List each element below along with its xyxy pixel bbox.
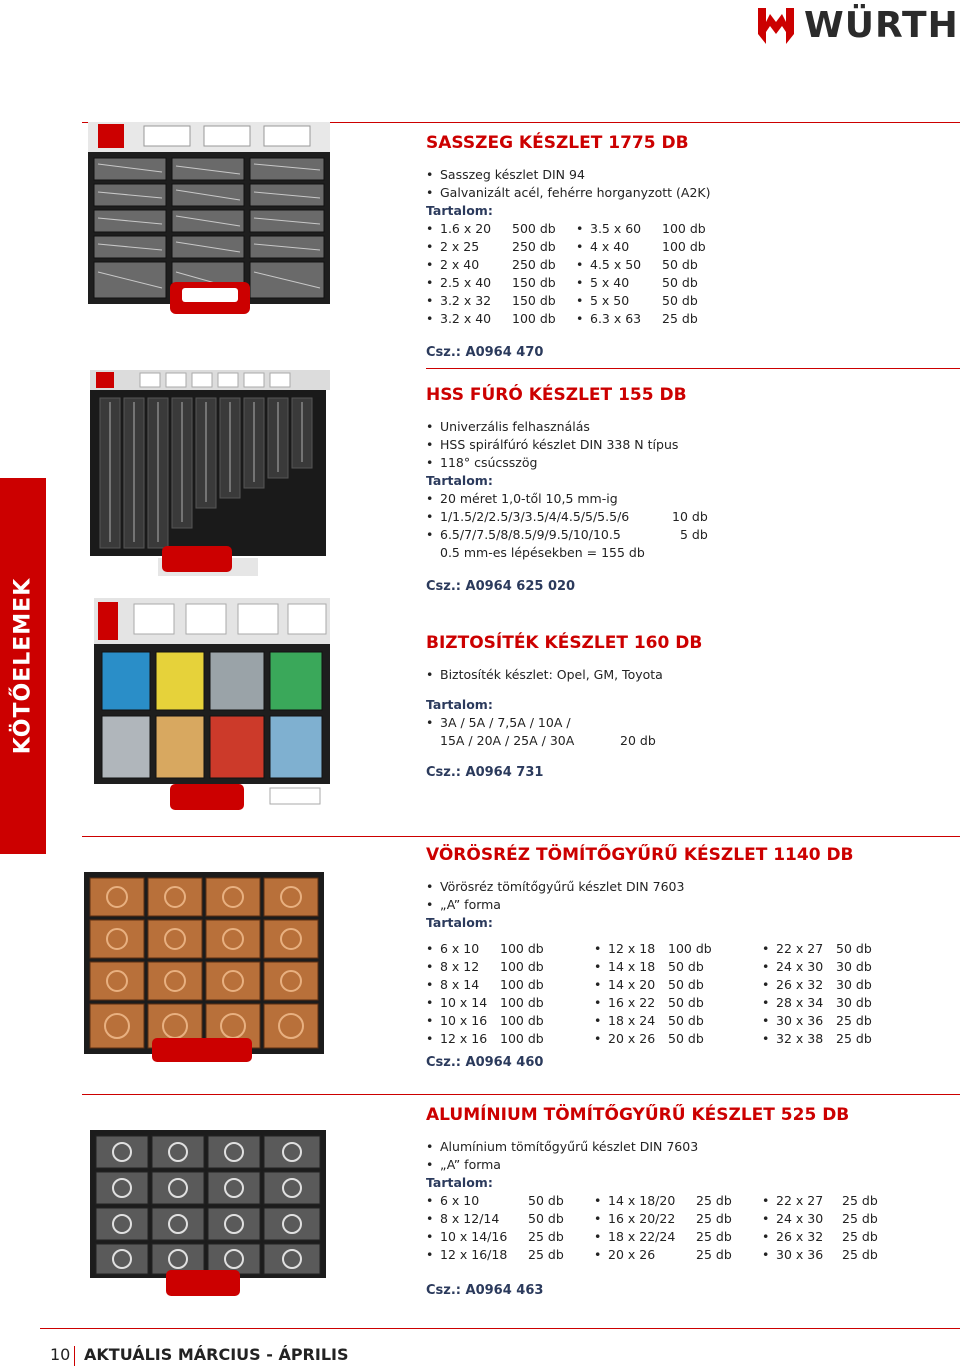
order-code-label: Csz.:	[426, 765, 461, 780]
item-qty: 30 db	[836, 995, 872, 1010]
content-column-1	[426, 940, 594, 1048]
item-size: 16 x 22	[608, 995, 656, 1010]
item-size: 20 x 26	[608, 1031, 656, 1046]
item-size: 15A / 20A / 25A / 30A	[440, 733, 575, 748]
content-column-1	[426, 220, 576, 328]
bullet: • Galvanizált acél, fehérre horganyzott (A2K)	[426, 184, 946, 202]
item-size: 14 x 18	[608, 959, 656, 974]
item-size: 22 x 27	[776, 941, 824, 956]
bullet: • 118° csúcsszög	[426, 454, 946, 472]
item-size: 16 x 20/22	[608, 1211, 676, 1226]
item-size: 12 x 16	[440, 1031, 488, 1046]
item-size: 2 x 40	[440, 257, 480, 272]
item-qty: 20 db	[620, 733, 656, 748]
note: 0.5 mm-es lépésekben = 155 db	[440, 545, 645, 560]
item-qty: 100 db	[668, 941, 712, 956]
aluminium-washer-case-photo	[90, 1130, 326, 1298]
footer-title: AKTUÁLIS MÁRCIUS - ÁPRILIS	[84, 1345, 349, 1364]
item-size: 32 x 38	[776, 1031, 824, 1046]
item-qty: 100 db	[500, 959, 544, 974]
item-size: 10 x 14/16	[440, 1229, 508, 1244]
item-qty: 25 db	[696, 1247, 732, 1262]
order-code-value: A0964 731	[465, 765, 544, 780]
order-code	[426, 764, 946, 782]
item-qty: 50 db	[668, 1013, 704, 1028]
item-qty: 10 db	[672, 509, 708, 524]
section-copper-washer-set	[426, 844, 946, 1072]
item-size: 6 x 10	[440, 1193, 480, 1208]
section-title: BIZTOSÍTÉK KÉSZLET 160 DB	[426, 633, 703, 653]
item-size: 30 x 36	[776, 1247, 824, 1262]
item-qty: 100 db	[500, 1031, 544, 1046]
bullet: • „A” forma	[426, 896, 946, 914]
item-qty: 100 db	[500, 1013, 544, 1028]
order-code	[426, 1282, 946, 1300]
content-label: Tartalom:	[426, 473, 493, 488]
item-qty: 25 db	[842, 1247, 878, 1262]
fuse-case-photo	[94, 598, 330, 812]
order-code-value: A0964 625 020	[465, 579, 576, 594]
item-size: 14 x 18/20	[608, 1193, 676, 1208]
item-size: 20 x 26	[608, 1247, 656, 1262]
item-size: 14 x 20	[608, 977, 656, 992]
item-qty: 100 db	[500, 977, 544, 992]
item-size: 30 x 36	[776, 1013, 824, 1028]
item-size: 4 x 40	[590, 239, 630, 254]
section-fuse-set	[426, 632, 946, 782]
item-qty: 150 db	[512, 275, 556, 290]
item-qty: 100 db	[500, 941, 544, 956]
item-size: 26 x 32	[776, 1229, 824, 1244]
item-size: 20 méret 1,0-től 10,5 mm-ig	[440, 491, 618, 506]
item-size: 1.6 x 20	[440, 221, 492, 236]
item-size: 18 x 22/24	[608, 1229, 676, 1244]
content-label: Tartalom:	[426, 697, 493, 712]
item-qty: 25 db	[696, 1229, 732, 1244]
order-code-label: Csz.:	[426, 579, 461, 594]
item-size: 3.2 x 40	[440, 311, 492, 326]
item-qty: 25 db	[842, 1193, 878, 1208]
content-label: Tartalom:	[426, 915, 493, 930]
section-cotter-pin-set	[426, 132, 946, 362]
item-size: 2 x 25	[440, 239, 480, 254]
item-qty: 50 db	[668, 1031, 704, 1046]
content-column-1	[426, 1192, 594, 1264]
section-title: SASSZEG KÉSZLET 1775 DB	[426, 133, 689, 153]
item-qty: 50 db	[662, 257, 698, 272]
bullet: • Sasszeg készlet DIN 94	[426, 166, 946, 184]
item-size: 8 x 14	[440, 977, 480, 992]
content-column-2	[594, 940, 762, 1048]
bullet: • HSS spirálfúró készlet DIN 338 N típus	[426, 436, 946, 454]
item-qty: 30 db	[836, 977, 872, 992]
item-size: 5 x 40	[590, 275, 630, 290]
order-code-value: A0964 470	[465, 345, 544, 360]
item-size: 28 x 34	[776, 995, 824, 1010]
item-qty: 25 db	[696, 1211, 732, 1226]
item-qty: 100 db	[662, 221, 706, 236]
item-size: 6.5/7/7.5/8/8.5/9/9.5/10/10.5	[440, 527, 621, 542]
item-size: 3.2 x 32	[440, 293, 492, 308]
cotter-pin-case-photo	[84, 122, 334, 318]
item-qty: 250 db	[512, 239, 556, 254]
item-size: 3.5 x 60	[590, 221, 642, 236]
item-qty: 25 db	[662, 311, 698, 326]
item-qty: 50 db	[528, 1211, 564, 1226]
content-column-3	[762, 1192, 912, 1264]
bullet: • Vörösréz tömítőgyűrű készlet DIN 7603	[426, 878, 946, 896]
footer-divider	[74, 1346, 75, 1366]
item-qty: 500 db	[512, 221, 556, 236]
item-size: 6 x 10	[440, 941, 480, 956]
item-size: 26 x 32	[776, 977, 824, 992]
wurth-logo	[756, 4, 960, 48]
item-size: 10 x 14	[440, 995, 488, 1010]
item-size: 24 x 30	[776, 1211, 824, 1226]
order-code	[426, 578, 946, 596]
order-code	[426, 1054, 946, 1072]
order-code-value: A0964 460	[465, 1055, 544, 1070]
copper-washer-case-photo	[84, 872, 324, 1064]
item-size: 2.5 x 40	[440, 275, 492, 290]
item-qty: 25 db	[836, 1013, 872, 1028]
section-hss-drill-set	[426, 384, 946, 596]
item-size: 8 x 12/14	[440, 1211, 500, 1226]
wurth-logo-mark-icon	[756, 4, 796, 48]
rule-aluminium	[82, 1094, 960, 1095]
category-side-tab	[0, 478, 46, 854]
page-number: 10	[50, 1345, 71, 1364]
item-size: 10 x 16	[440, 1013, 488, 1028]
section-title: HSS FÚRÓ KÉSZLET 155 DB	[426, 385, 687, 405]
item-qty: 150 db	[512, 293, 556, 308]
bullet: • Alumínium tömítőgyűrű készlet DIN 7603	[426, 1138, 946, 1156]
content-label: Tartalom:	[426, 1175, 493, 1190]
rule-footer	[40, 1328, 960, 1329]
item-qty: 50 db	[836, 941, 872, 956]
item-qty: 50 db	[528, 1193, 564, 1208]
brand-name: WÜRTH	[804, 5, 959, 46]
item-size: 24 x 30	[776, 959, 824, 974]
bullet: • Biztosíték készlet: Opel, GM, Toyota	[426, 666, 946, 684]
order-code-label: Csz.:	[426, 1283, 461, 1298]
section-title: ALUMÍNIUM TÖMÍTŐGYŰRŰ KÉSZLET 525 DB	[426, 1105, 850, 1125]
item-qty: 25 db	[842, 1229, 878, 1244]
item-qty: 50 db	[668, 959, 704, 974]
drill-bit-case-photo	[90, 370, 330, 578]
content-label: Tartalom:	[426, 203, 493, 218]
item-size: 8 x 12	[440, 959, 480, 974]
item-size: 4.5 x 50	[590, 257, 642, 272]
content-column-2	[594, 1192, 762, 1264]
item-qty: 25 db	[696, 1193, 732, 1208]
order-code-value: A0964 463	[465, 1283, 544, 1298]
bullet: • Univerzális felhasználás	[426, 418, 946, 436]
item-qty: 50 db	[662, 293, 698, 308]
item-qty: 25 db	[836, 1031, 872, 1046]
item-size: 12 x 16/18	[440, 1247, 508, 1262]
content-column-3	[762, 940, 912, 1048]
item-size: 5 x 50	[590, 293, 630, 308]
item-qty: 100 db	[662, 239, 706, 254]
item-qty: 30 db	[836, 959, 872, 974]
category-label: KÖTŐELEMEK	[10, 577, 36, 755]
item-qty: 25 db	[528, 1229, 564, 1244]
item-qty: 25 db	[528, 1247, 564, 1262]
item-size: • 3A / 5A / 7,5A / 10A /	[426, 714, 946, 732]
order-code-label: Csz.:	[426, 345, 461, 360]
bullet: • „A” forma	[426, 1156, 946, 1174]
item-qty: 50 db	[662, 275, 698, 290]
item-qty: 50 db	[668, 977, 704, 992]
item-size: 1/1.5/2/2.5/3/3.5/4/4.5/5/5.5/6	[440, 509, 630, 524]
order-code	[426, 344, 946, 362]
item-size: 18 x 24	[608, 1013, 656, 1028]
section-aluminium-washer-set	[426, 1104, 946, 1300]
item-qty: 5 db	[680, 527, 708, 542]
item-size: 12 x 18	[608, 941, 656, 956]
item-qty: 100 db	[512, 311, 556, 326]
item-size: 6.3 x 63	[590, 311, 642, 326]
item-qty: 50 db	[668, 995, 704, 1010]
item-qty: 100 db	[500, 995, 544, 1010]
item-qty: 25 db	[842, 1211, 878, 1226]
rule-drill	[426, 368, 960, 369]
item-size: 22 x 27	[776, 1193, 824, 1208]
item-qty: 250 db	[512, 257, 556, 272]
content-column-2	[576, 220, 726, 328]
section-title: VÖRÖSRÉZ TÖMÍTŐGYŰRŰ KÉSZLET 1140 DB	[426, 845, 854, 865]
order-code-label: Csz.:	[426, 1055, 461, 1070]
rule-copper	[82, 836, 960, 837]
